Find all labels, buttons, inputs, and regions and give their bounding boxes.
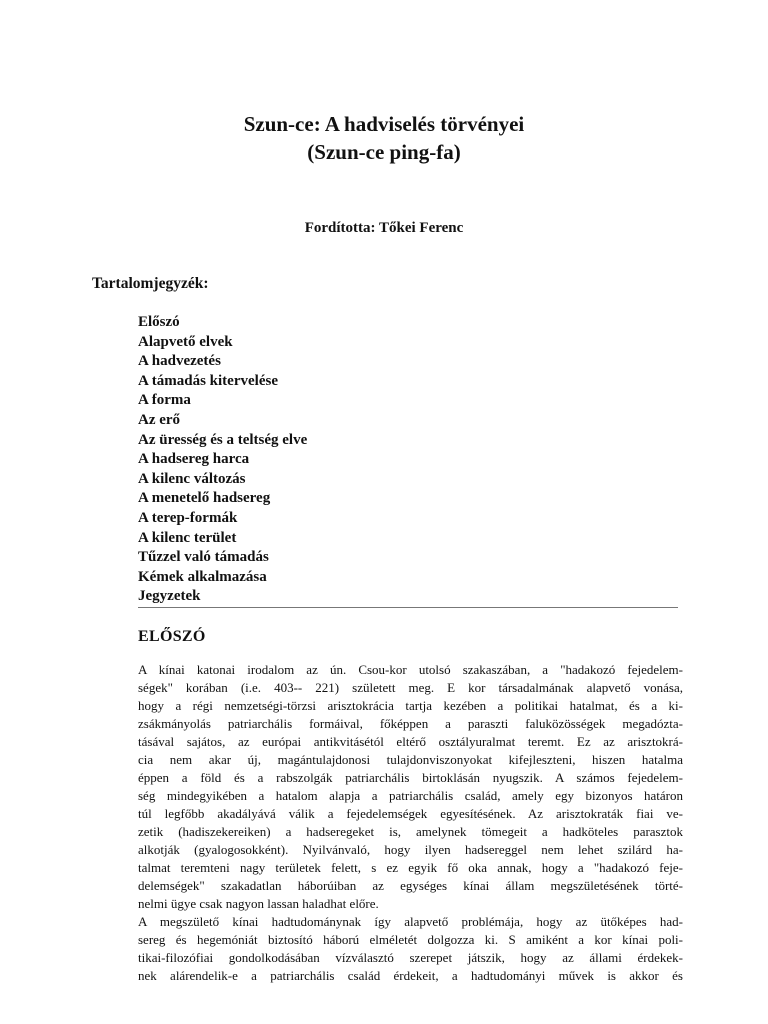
toc-heading: Tartalomjegyzék: (92, 275, 209, 292)
body-line: cia nem akar új, magántulajdonosi tulajdonviszonyokat kifejleszteni, hiszen hatalma (138, 752, 683, 767)
toc-item[interactable]: Az erő (138, 411, 181, 428)
toc-item[interactable]: A támadás kitervelése (138, 372, 278, 389)
toc-item[interactable]: A menetelő hadsereg (138, 490, 271, 507)
toc-item[interactable]: A hadsereg harca (138, 451, 250, 468)
body-line: tásával sajátos, az európai antikvitásétól eltérő osztályuralmat teremt. Ez az arisztokrá- (138, 734, 683, 749)
section-divider (138, 607, 678, 608)
toc-item[interactable]: Kémek alkalmazása (138, 568, 267, 585)
document-title (0, 110, 768, 166)
body-line: A kínai katonai irodalom az ún. Csou-kor utolsó szakaszában, a "hadakozó fejedelem- (138, 662, 683, 677)
body-line: ség mindegyikében a hatalom alapja a patriarchális család, amely egy bizonyos határon (138, 788, 683, 803)
toc-item[interactable]: Előszó (138, 314, 180, 330)
translator-credit: Fordította: Tőkei Ferenc (304, 220, 464, 236)
body-text (138, 661, 683, 985)
toc-item[interactable]: Az üresség és a teltség elve (138, 431, 308, 448)
body-line: nelmi ügye csak nagyon lassan haladhat előre. (138, 896, 379, 911)
toc-item[interactable]: A terep-formák (138, 509, 238, 526)
body-line: túl legfőbb akadályává válik a fejedelemségek egyesítésének. Az arisztokraták fiai ve- (138, 806, 683, 821)
toc-item[interactable]: A hadvezetés (138, 353, 221, 370)
body-line: sereg és hegemóniát biztosító háború elméletét dolgozza ki. S amiként a kor kínai poli- (138, 932, 683, 947)
body-line: delemségek" szakadatlan háborúiban az egységes kínai állam megszületésének törté- (138, 878, 683, 893)
body-line: hogy a régi nemzetségi-törzsi arisztokrácia tartja kezében a politikai hatalmat, és a ki- (138, 698, 683, 713)
toc-item[interactable]: Jegyzetek (138, 588, 201, 605)
toc-item[interactable]: Tűzzel való támadás (138, 549, 269, 566)
body-line: ségek" korában (i.e. 403-- 221) született meg. E kor társadalmának alapvető vonása, (138, 680, 683, 695)
toc-item[interactable]: Alapvető elvek (138, 333, 233, 350)
body-line: zsákmányolás patriarchális formáival, főképpen a paraszti faluközösségek megadózta- (138, 716, 683, 731)
body-line: tikai-filozófiai gondolkodásában vízválasztó szerepet játszik, hogy az állami érdekek- (138, 950, 683, 965)
body-line: talmat teremteni nagy területek felett, s ez egyik fő oka annak, hogy a "hadakozó feje- (138, 860, 683, 875)
body-line: alkotják (gyalogosokként). Nyilvánvaló, hogy ilyen hadsereggel nem lehet szilárd ha- (138, 842, 683, 857)
table-of-contents (138, 313, 307, 607)
toc-item[interactable]: A forma (138, 392, 191, 409)
title-line-2: (Szun-ce ping-fa) (307, 140, 461, 164)
toc-item[interactable]: A kilenc változás (138, 470, 246, 487)
toc-item[interactable]: A kilenc terület (138, 529, 237, 546)
body-line: zetik (hadiszekereiken) a hadseregeket is, amelynek tömegeit a hadköteles parasztok (138, 824, 683, 839)
body-line: éppen a föld és a rabszolgák patriarchális birtoklásán nyugszik. A számos fejedelem- (138, 770, 683, 785)
body-line: A megszülető kínai hadtudománynak így alapvető problémája, hogy az ütőképes had- (138, 914, 683, 929)
section-heading: ELŐSZÓ (138, 628, 206, 645)
body-line: nek alárendelik-e a patriarchális család érdekeit, a hadtudományi művek is akkor és (138, 968, 683, 983)
title-line-1: Szun-ce: A hadviselés törvényei (243, 112, 525, 136)
